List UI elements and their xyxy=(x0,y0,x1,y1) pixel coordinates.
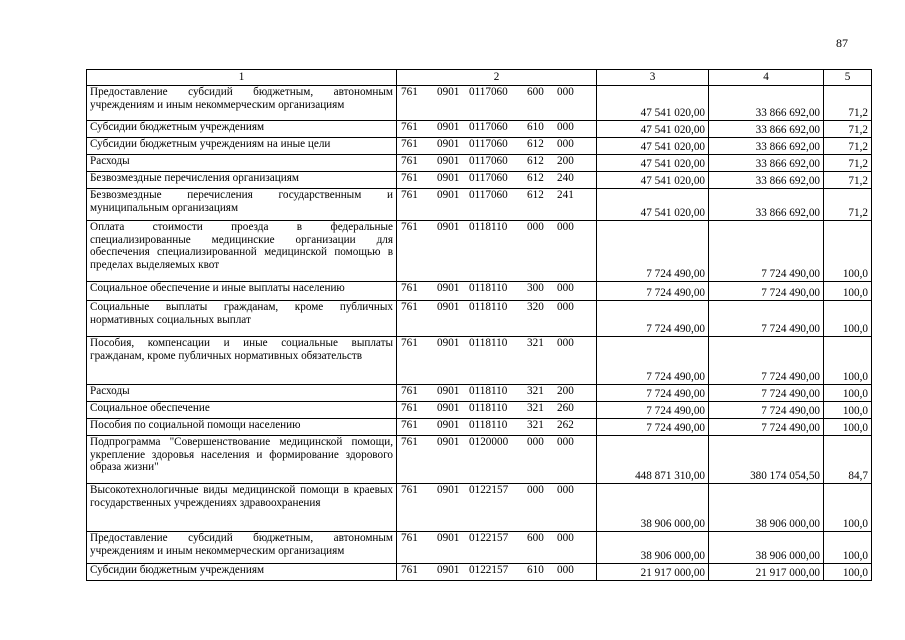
section-code: 0901 xyxy=(437,221,460,233)
admin-code: 761 xyxy=(401,86,418,98)
row-codes xyxy=(397,221,597,282)
expense-type-code: 600 xyxy=(527,86,544,98)
section-code: 0901 xyxy=(437,121,460,133)
expense-type-code: 612 xyxy=(527,138,544,150)
row-codes xyxy=(397,86,597,121)
section-code: 0901 xyxy=(437,86,460,98)
executed-amount: 38 906 000,00 xyxy=(709,532,824,564)
kosgu-code: 200 xyxy=(557,155,574,167)
row-codes xyxy=(397,436,597,484)
expense-type-code: 320 xyxy=(527,301,544,313)
planned-amount: 21 917 000,00 xyxy=(597,564,709,581)
kosgu-code: 000 xyxy=(557,337,574,349)
execution-percent: 100,0 xyxy=(824,564,872,581)
table-row xyxy=(87,172,872,189)
table-row xyxy=(87,436,872,484)
row-name: Предоставление субсидий бюджетным, автономным учреждениям и иным некоммерческим организациям xyxy=(87,86,397,121)
admin-code: 761 xyxy=(401,138,418,150)
table-row xyxy=(87,301,872,337)
admin-code: 761 xyxy=(401,172,418,184)
row-codes xyxy=(397,564,597,581)
section-code: 0901 xyxy=(437,155,460,167)
admin-code: 761 xyxy=(401,301,418,313)
execution-percent: 100,0 xyxy=(824,282,872,301)
execution-percent: 71,2 xyxy=(824,189,872,221)
planned-amount: 7 724 490,00 xyxy=(597,385,709,402)
target-code: 0117060 xyxy=(469,86,508,98)
row-name: Расходы xyxy=(87,385,397,402)
kosgu-code: 200 xyxy=(557,385,574,397)
execution-percent: 100,0 xyxy=(824,532,872,564)
section-code: 0901 xyxy=(437,564,460,576)
header-col-4: 4 xyxy=(709,70,824,86)
row-codes xyxy=(397,121,597,138)
admin-code: 761 xyxy=(401,221,418,233)
execution-percent: 71,2 xyxy=(824,172,872,189)
target-code: 0118110 xyxy=(469,337,508,349)
expense-type-code: 000 xyxy=(527,436,544,448)
kosgu-code: 000 xyxy=(557,484,574,496)
planned-amount: 7 724 490,00 xyxy=(597,419,709,436)
section-code: 0901 xyxy=(437,138,460,150)
executed-amount: 21 917 000,00 xyxy=(709,564,824,581)
table-row xyxy=(87,564,872,581)
header-col-3: 3 xyxy=(597,70,709,86)
expense-type-code: 321 xyxy=(527,385,544,397)
table-row xyxy=(87,385,872,402)
expense-type-code: 610 xyxy=(527,564,544,576)
target-code: 0117060 xyxy=(469,155,508,167)
executed-amount: 7 724 490,00 xyxy=(709,301,824,337)
target-code: 0118110 xyxy=(469,282,508,294)
table-row xyxy=(87,86,872,121)
planned-amount: 47 541 020,00 xyxy=(597,86,709,121)
target-code: 0118110 xyxy=(469,385,508,397)
header-row xyxy=(87,70,872,86)
execution-percent: 100,0 xyxy=(824,419,872,436)
page-number: 87 xyxy=(836,36,848,50)
execution-percent: 100,0 xyxy=(824,385,872,402)
row-name: Предоставление субсидий бюджетным, автономным учреждениям и иным некоммерческим организациям xyxy=(87,532,397,564)
executed-amount: 33 866 692,00 xyxy=(709,138,824,155)
admin-code: 761 xyxy=(401,402,418,414)
admin-code: 761 xyxy=(401,337,418,349)
target-code: 0118110 xyxy=(469,221,508,233)
target-code: 0118110 xyxy=(469,419,508,431)
row-name: Субсидии бюджетным учреждениям xyxy=(87,121,397,138)
executed-amount: 7 724 490,00 xyxy=(709,419,824,436)
row-name: Безвозмездные перечисления организациям xyxy=(87,172,397,189)
target-code: 0122157 xyxy=(469,484,509,496)
planned-amount: 47 541 020,00 xyxy=(597,138,709,155)
table-row xyxy=(87,138,872,155)
row-name: Расходы xyxy=(87,155,397,172)
row-name: Социальные выплаты гражданам, кроме публичных нормативных социальных выплат xyxy=(87,301,397,337)
expense-type-code: 321 xyxy=(527,337,544,349)
table-row xyxy=(87,402,872,419)
planned-amount: 47 541 020,00 xyxy=(597,155,709,172)
table-row xyxy=(87,484,872,532)
kosgu-code: 000 xyxy=(557,301,574,313)
table-row xyxy=(87,532,872,564)
row-name: Пособия по социальной помощи населению xyxy=(87,419,397,436)
planned-amount: 47 541 020,00 xyxy=(597,189,709,221)
table-row xyxy=(87,221,872,282)
section-code: 0901 xyxy=(437,402,460,414)
executed-amount: 33 866 692,00 xyxy=(709,86,824,121)
budget-table xyxy=(86,69,872,581)
expense-type-code: 321 xyxy=(527,402,544,414)
planned-amount: 448 871 310,00 xyxy=(597,436,709,484)
kosgu-code: 000 xyxy=(557,436,574,448)
row-name: Безвозмездные перечисления государственным и муниципальным организациям xyxy=(87,189,397,221)
row-codes xyxy=(397,138,597,155)
execution-percent: 100,0 xyxy=(824,484,872,532)
target-code: 0117060 xyxy=(469,138,508,150)
target-code: 0122157 xyxy=(469,532,509,544)
expense-type-code: 000 xyxy=(527,221,544,233)
executed-amount: 7 724 490,00 xyxy=(709,402,824,419)
expense-type-code: 321 xyxy=(527,419,544,431)
execution-percent: 84,7 xyxy=(824,436,872,484)
admin-code: 761 xyxy=(401,121,418,133)
kosgu-code: 260 xyxy=(557,402,574,414)
table-row xyxy=(87,282,872,301)
row-codes xyxy=(397,484,597,532)
row-name: Социальное обеспечение и иные выплаты населению xyxy=(87,282,397,301)
row-name: Социальное обеспечение xyxy=(87,402,397,419)
table-row xyxy=(87,189,872,221)
execution-percent: 100,0 xyxy=(824,402,872,419)
admin-code: 761 xyxy=(401,155,418,167)
executed-amount: 380 174 054,50 xyxy=(709,436,824,484)
table-row xyxy=(87,121,872,138)
header-col-2: 2 xyxy=(397,70,597,86)
row-codes xyxy=(397,419,597,436)
planned-amount: 7 724 490,00 xyxy=(597,221,709,282)
section-code: 0901 xyxy=(437,189,460,201)
target-code: 0117060 xyxy=(469,189,508,201)
target-code: 0117060 xyxy=(469,172,508,184)
target-code: 0118110 xyxy=(469,402,508,414)
planned-amount: 7 724 490,00 xyxy=(597,402,709,419)
admin-code: 761 xyxy=(401,385,418,397)
row-name: Оплата стоимости проезда в федеральные специализированные медицинские организации для обеспечения специализированной медицинской помощью в пределах выделяемых квот xyxy=(87,221,397,282)
execution-percent: 71,2 xyxy=(824,121,872,138)
kosgu-code: 241 xyxy=(557,189,574,201)
header-col-1: 1 xyxy=(87,70,397,86)
section-code: 0901 xyxy=(437,337,460,349)
kosgu-code: 000 xyxy=(557,282,574,294)
kosgu-code: 000 xyxy=(557,532,574,544)
target-code: 0120000 xyxy=(469,436,509,448)
target-code: 0118110 xyxy=(469,301,508,313)
admin-code: 761 xyxy=(401,564,418,576)
admin-code: 761 xyxy=(401,436,418,448)
executed-amount: 33 866 692,00 xyxy=(709,121,824,138)
row-name: Пособия, компенсации и иные социальные выплаты гражданам, кроме публичных нормативных обязательств xyxy=(87,337,397,385)
table-row xyxy=(87,155,872,172)
executed-amount: 7 724 490,00 xyxy=(709,282,824,301)
execution-percent: 71,2 xyxy=(824,86,872,121)
target-code: 0122157 xyxy=(469,564,509,576)
admin-code: 761 xyxy=(401,282,418,294)
row-name: Высокотехнологичные виды медицинской помощи в краевых государственных учреждениях здравоохранения xyxy=(87,484,397,532)
admin-code: 761 xyxy=(401,189,418,201)
expense-type-code: 300 xyxy=(527,282,544,294)
planned-amount: 38 906 000,00 xyxy=(597,532,709,564)
planned-amount: 47 541 020,00 xyxy=(597,172,709,189)
kosgu-code: 240 xyxy=(557,172,574,184)
kosgu-code: 000 xyxy=(557,221,574,233)
execution-percent: 71,2 xyxy=(824,155,872,172)
row-name: Субсидии бюджетным учреждениям xyxy=(87,564,397,581)
row-name: Субсидии бюджетным учреждениям на иные цели xyxy=(87,138,397,155)
executed-amount: 7 724 490,00 xyxy=(709,221,824,282)
section-code: 0901 xyxy=(437,172,460,184)
admin-code: 761 xyxy=(401,532,418,544)
expense-type-code: 612 xyxy=(527,172,544,184)
row-codes xyxy=(397,172,597,189)
section-code: 0901 xyxy=(437,419,460,431)
kosgu-code: 000 xyxy=(557,138,574,150)
table-row xyxy=(87,337,872,385)
kosgu-code: 000 xyxy=(557,86,574,98)
planned-amount: 7 724 490,00 xyxy=(597,282,709,301)
executed-amount: 33 866 692,00 xyxy=(709,172,824,189)
expense-type-code: 612 xyxy=(527,189,544,201)
planned-amount: 47 541 020,00 xyxy=(597,121,709,138)
row-codes xyxy=(397,532,597,564)
table-row xyxy=(87,419,872,436)
executed-amount: 7 724 490,00 xyxy=(709,337,824,385)
execution-percent: 100,0 xyxy=(824,337,872,385)
section-code: 0901 xyxy=(437,282,460,294)
section-code: 0901 xyxy=(437,436,460,448)
execution-percent: 100,0 xyxy=(824,301,872,337)
expense-type-code: 000 xyxy=(527,484,544,496)
expense-type-code: 612 xyxy=(527,155,544,167)
expense-type-code: 610 xyxy=(527,121,544,133)
executed-amount: 33 866 692,00 xyxy=(709,155,824,172)
admin-code: 761 xyxy=(401,484,418,496)
section-code: 0901 xyxy=(437,484,460,496)
row-codes xyxy=(397,282,597,301)
planned-amount: 38 906 000,00 xyxy=(597,484,709,532)
admin-code: 761 xyxy=(401,419,418,431)
header-col-5: 5 xyxy=(824,70,872,86)
target-code: 0117060 xyxy=(469,121,508,133)
kosgu-code: 262 xyxy=(557,419,574,431)
executed-amount: 7 724 490,00 xyxy=(709,385,824,402)
planned-amount: 7 724 490,00 xyxy=(597,301,709,337)
section-code: 0901 xyxy=(437,532,460,544)
row-codes xyxy=(397,385,597,402)
row-codes xyxy=(397,337,597,385)
executed-amount: 33 866 692,00 xyxy=(709,189,824,221)
executed-amount: 38 906 000,00 xyxy=(709,484,824,532)
row-codes xyxy=(397,402,597,419)
expense-type-code: 600 xyxy=(527,532,544,544)
row-codes xyxy=(397,301,597,337)
execution-percent: 100,0 xyxy=(824,221,872,282)
row-codes xyxy=(397,155,597,172)
planned-amount: 7 724 490,00 xyxy=(597,337,709,385)
section-code: 0901 xyxy=(437,385,460,397)
kosgu-code: 000 xyxy=(557,564,574,576)
section-code: 0901 xyxy=(437,301,460,313)
kosgu-code: 000 xyxy=(557,121,574,133)
execution-percent: 71,2 xyxy=(824,138,872,155)
row-name: Подпрограмма "Совершенствование медицинской помощи, укрепление здоровья населения и формирование здорового образа жизни" xyxy=(87,436,397,484)
row-codes xyxy=(397,189,597,221)
